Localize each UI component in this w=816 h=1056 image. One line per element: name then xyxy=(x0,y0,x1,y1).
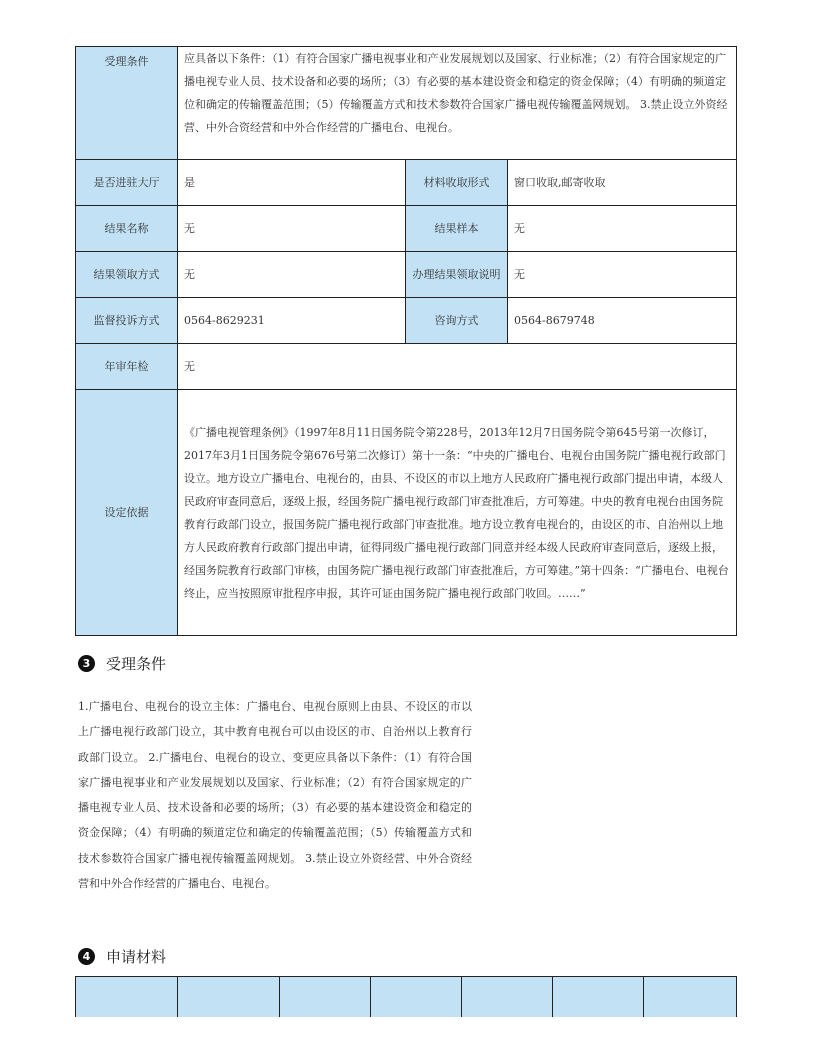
label-result-name: 结果名称 xyxy=(76,206,178,252)
materials-header-row xyxy=(76,977,737,1018)
basic-info-table xyxy=(75,46,737,636)
materials-header-cell xyxy=(371,977,462,1018)
label-accept-conditions: 受理条件 xyxy=(76,47,178,160)
row-accept-conditions xyxy=(76,47,737,160)
value-annual-review: 无 xyxy=(178,344,737,390)
value-legal-basis: 《广播电视管理条例》（1997年8月11日国务院令第228号，2013年12月7日国务院令第645号第一次修订，2017年3月1日国务院令第676号第二次修订）第十一条：“中央的广播电台、电视台由国务院广播电视行政部门设立。地方设立广播电台、电视台的，由县、不设区的市以上地方人民政府广播电视行政部门提出申请，本级人民政府审查同意后，逐级上报，经国务院广播电视行政部门审查批准后，方可筹建。中央的教育电视台由国务院教育行政部门设立，报国务院广播电视行政部门审查批准。地方设立教育电视台的，由设区的市、自治州以上地方人民政府教育行政部门提出申请，征得同级广播电视行政部门同意并经本级人民政府审查同意后，逐级上报，经国务院教育行政部门审核，由国务院广播电视行政部门审查批准后，方可筹建。”第十四条：“广播电台、电视台终止，应当按照原审批程序申报，其许可证由国务院广播电视行政部门收回。……” xyxy=(178,390,737,636)
label-annual-review: 年审年检 xyxy=(76,344,178,390)
row-complaint xyxy=(76,298,737,344)
value-result-pickup: 无 xyxy=(178,252,406,298)
value-result-sample: 无 xyxy=(508,206,737,252)
materials-header-cell xyxy=(644,977,737,1018)
materials-header-cell xyxy=(280,977,371,1018)
row-result-pickup xyxy=(76,252,737,298)
value-result-pickup-note: 无 xyxy=(508,252,737,298)
materials-header-cell xyxy=(178,977,280,1018)
label-legal-basis: 设定依据 xyxy=(76,390,178,636)
label-in-hall: 是否进驻大厅 xyxy=(76,160,178,206)
value-complaint: 0564-8629231 xyxy=(178,298,406,344)
label-result-sample: 结果样本 xyxy=(406,206,508,252)
accept-conditions-text: 1.广播电台、电视台的设立主体：广播电台、电视台原则上由县、不设区的市以上广播电视行政部门设立，其中教育电视台可以由设区的市、自治州以上教育行政部门设立。 2.广播电台、电视台的设立、变更应具备以下条件：（1）有符合国家广播电视事业和产业发展规划以及国家、行业标准；（2）有符合国家规定的广播电视专业人员、技术设备和必要的场所；（3）有必要的基本建设资金和稳定的资金保障；（4）有明确的频道定位和确定的传输覆盖范围；（5）传输覆盖方式和技术参数符合国家广播电视传输覆盖网规划。 3.禁止设立外资经营、中外合资经营和中外合作经营的广播电台、电视台。 xyxy=(78,700,472,891)
section-title: 受理条件 xyxy=(106,654,167,673)
value-result-name: 无 xyxy=(178,206,406,252)
label-result-pickup: 结果领取方式 xyxy=(76,252,178,298)
value-accept-conditions: 应具备以下条件：（1）有符合国家广播电视事业和产业发展规划以及国家、行业标准；（2）有符合国家规定的广播电视专业人员、技术设备和必要的场所；（3）有必要的基本建设资金和稳定的资金保障；（4）有明确的频道定位和确定的传输覆盖范围；（5）传输覆盖方式和技术参数符合国家广播电视传输覆盖网规划。 3.禁止设立外资经营、中外合资经营和中外合作经营的广播电台、电视台。 xyxy=(178,47,737,160)
row-result-name xyxy=(76,206,737,252)
section-title: 申请材料 xyxy=(106,947,167,966)
value-in-hall: 是 xyxy=(178,160,406,206)
value-material-form: 窗口收取,邮寄收取 xyxy=(508,160,737,206)
section-4-heading xyxy=(78,946,166,966)
label-result-pickup-note: 办理结果领取说明 xyxy=(406,252,508,298)
value-consult: 0564-8679748 xyxy=(508,298,737,344)
section-3-heading xyxy=(78,653,166,673)
section-number-badge: 4 xyxy=(78,948,95,965)
section-number-badge: 3 xyxy=(78,655,95,672)
row-annual-review xyxy=(76,344,737,390)
row-in-hall xyxy=(76,160,737,206)
label-material-form: 材料收取形式 xyxy=(406,160,508,206)
materials-header-cell xyxy=(553,977,644,1018)
materials-table xyxy=(75,976,737,1017)
label-consult: 咨询方式 xyxy=(406,298,508,344)
label-complaint: 监督投诉方式 xyxy=(76,298,178,344)
materials-header-cell xyxy=(76,977,178,1018)
materials-header-cell xyxy=(462,977,553,1018)
row-legal-basis xyxy=(76,390,737,636)
